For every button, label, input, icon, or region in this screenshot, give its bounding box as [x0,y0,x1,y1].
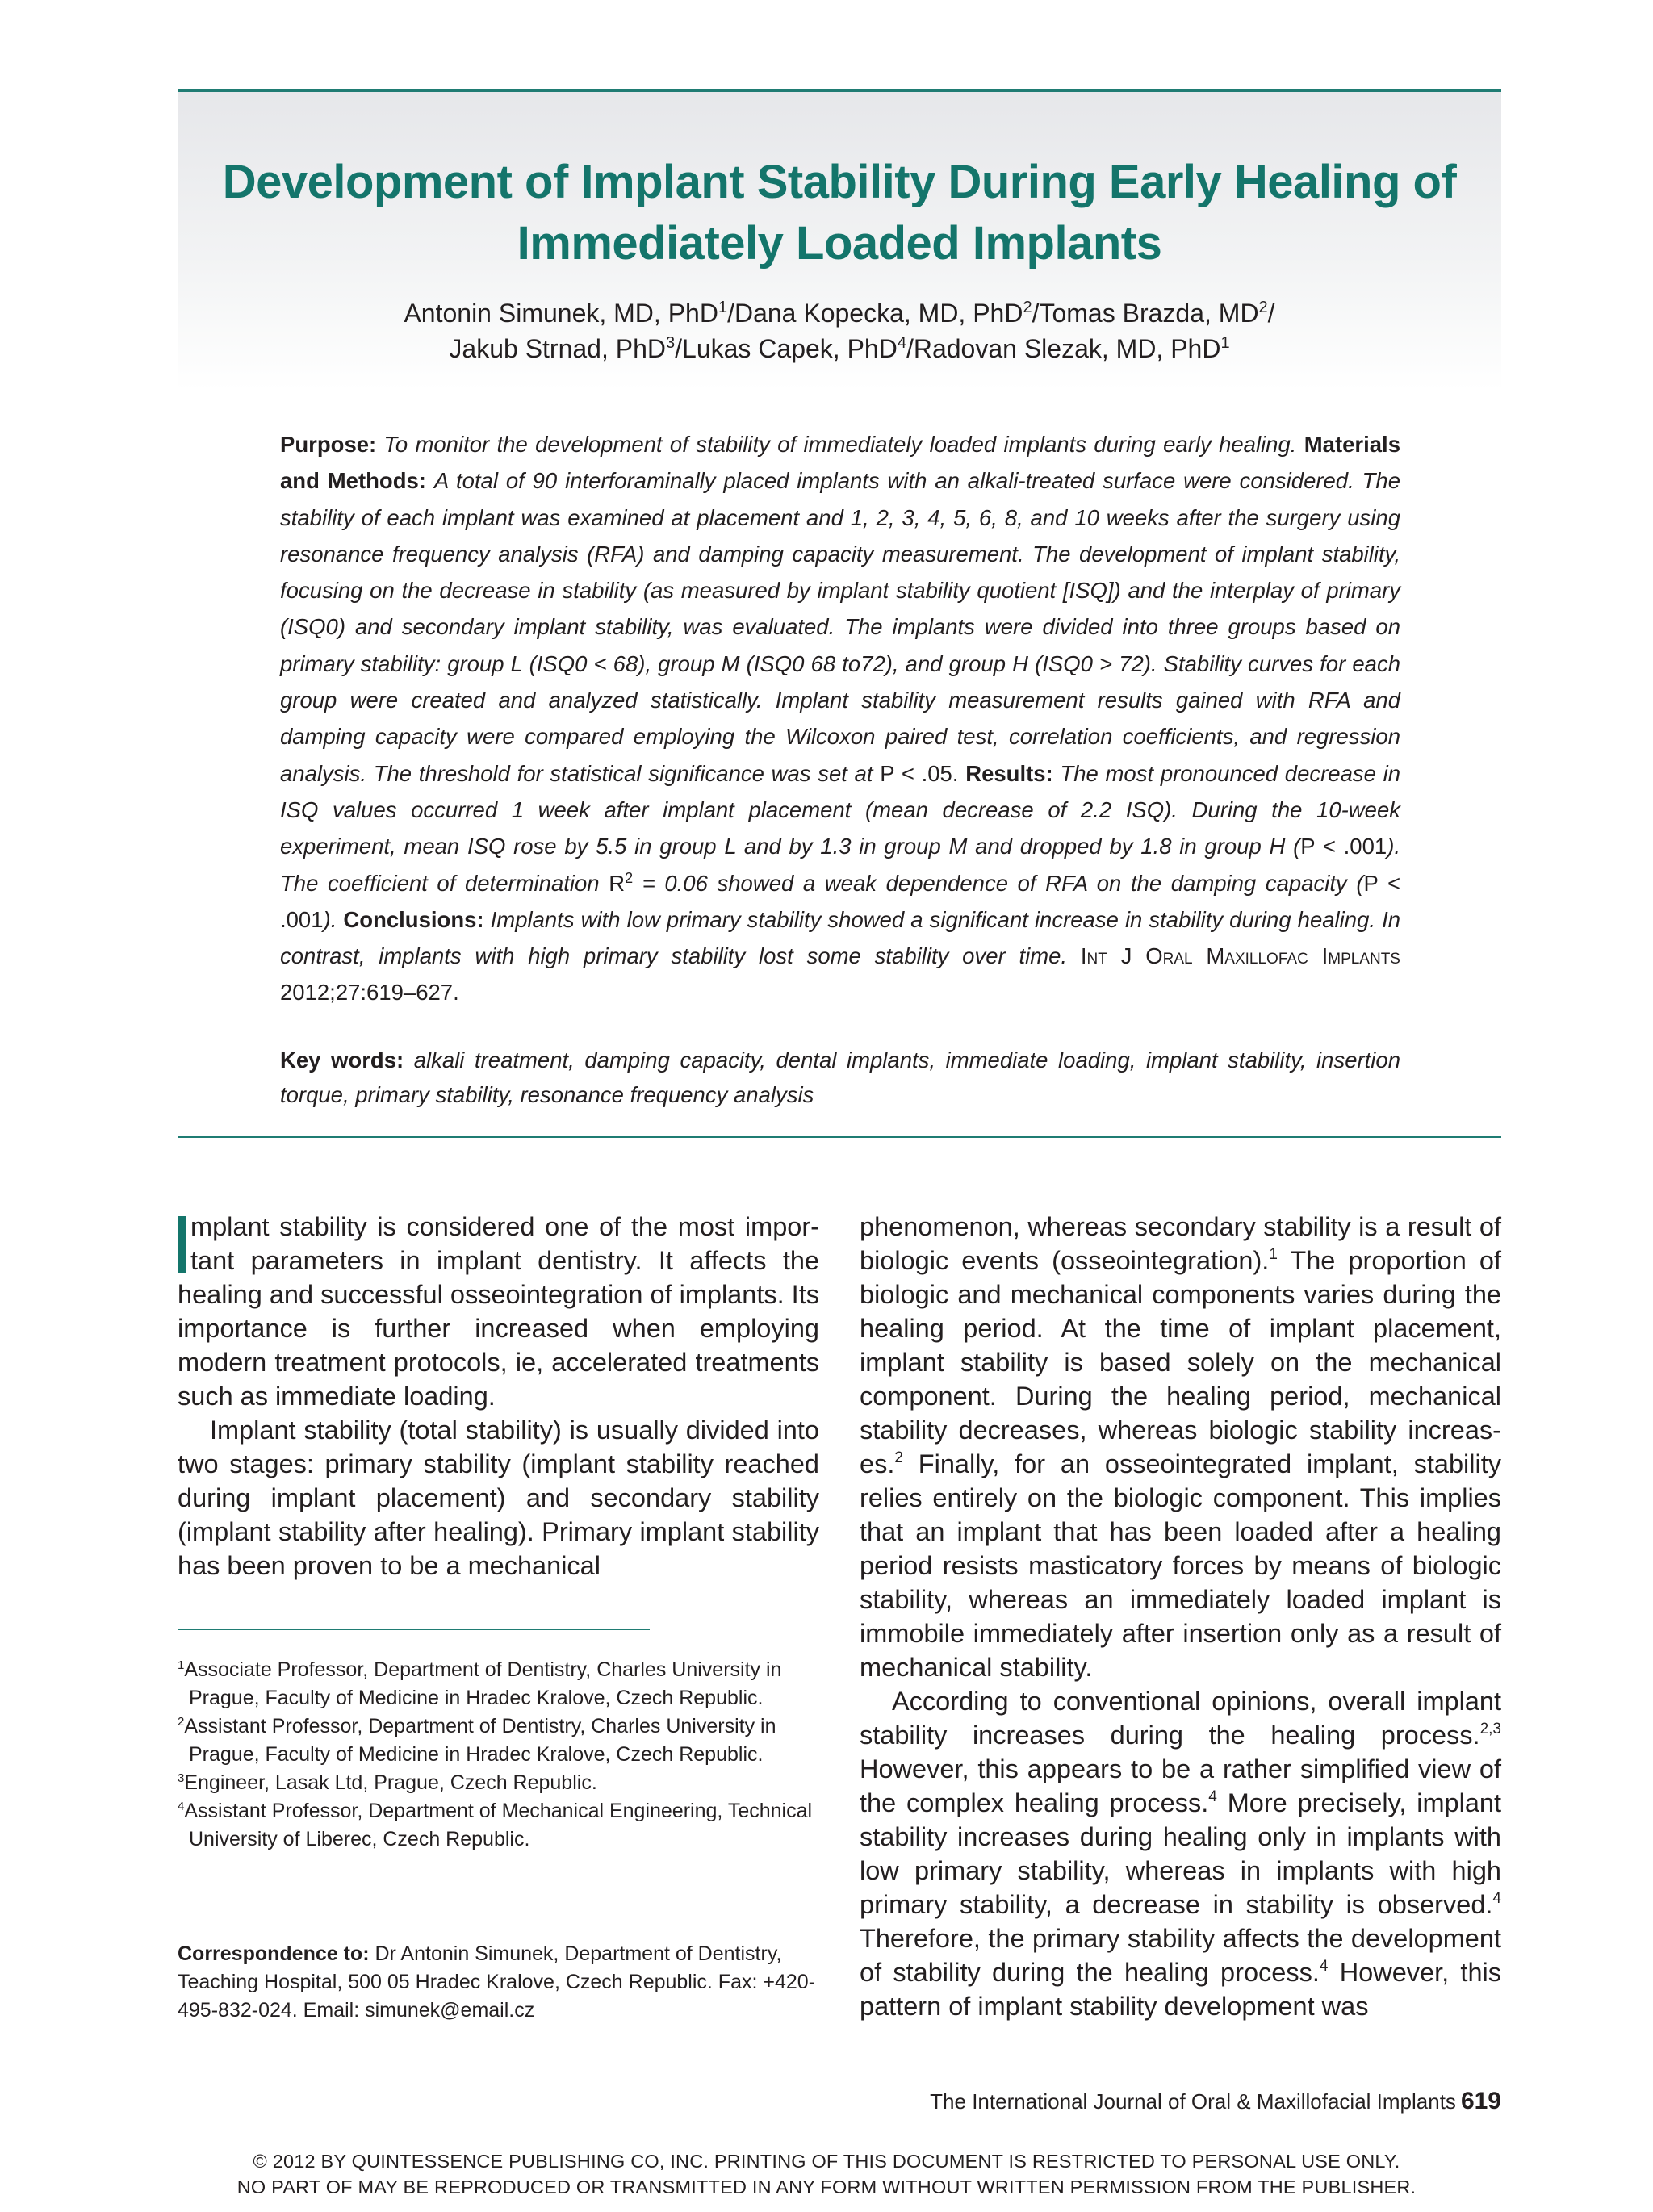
author-affiliation-marker: 1 [718,299,728,316]
body-paragraph [178,1210,819,1413]
footnote-divider [178,1629,650,1630]
abstract-purpose-text: To monitor the development of stability of immediately loaded implants during early healing. [383,432,1297,457]
body-paragraph-text: mplant stability is considered one of the most important parameters in implant dentistry. It affects the healing and successful osseointegration of implants. Its importance is further increased when employing modern treatment protocols, ie, accelerated treatments such as immediate loading. [178,1212,819,1411]
body-paragraph-text: Therefore, the primary stability affects the development of stability during the healing process. [860,1924,1501,1987]
abstract-citation-journal: Int J Oral Maxillofac Implants [1080,943,1400,969]
citation-marker: 4 [1492,1890,1501,1907]
abstract [280,426,1400,1011]
footnote-text: Assistant Professor, Department of Mechanical Engineering, Technical University of Liberec, Czech Republic. [184,1800,813,1850]
body-paragraph-text: However, this pattern of implant stability development was [860,1958,1501,2021]
copyright-line: © 2012 BY QUINTESSENCE PUBLISHING CO, INC. PRINTING OF THIS DOCUMENT IS RESTRICTED TO PERSONAL USE ONLY. [253,2151,1400,2172]
citation-marker: 4 [1208,1788,1217,1805]
citation-marker: 2 [894,1449,903,1466]
author-list [178,295,1501,366]
body-paragraph [860,1210,1501,1684]
author-affiliation-marker: 2 [1023,299,1032,316]
footnote-number: 4 [178,1800,185,1813]
body-paragraph [860,1684,1501,2023]
author-separator: / [906,334,914,363]
body-column-right [860,1210,1501,2023]
abstract-methods-text: A total of 90 interforaminally placed implants with an alkali-treated surface were considered. The stability of each implant was examined at placement and 1, 2, 3, 4, 5, 6, 8, and 10 weeks after the surgery using resonance frequency analysis (RFA) and damping capacity measurement. The development of implant stability, focusing on the decrease in stability (as measured by implant stability quotient [ISQ]) and the interplay of primary (ISQ0) and secondary implant stability, was evaluated. The implants were divided into three groups based on primary stability: group L (ISQ0 < 68), group M (ISQ0 68 to72), and group H (ISQ0 > 72). Stability curves for each group were created and analyzed statistically. Implant stability measurement results gained with RFA and damping capacity were compared employing the Wilcoxon paired test, correlation coefficients, and regression analysis. The threshold for statistical significance was set at [280,468,1400,786]
copyright-line: NO PART OF MAY BE REPRODUCED OR TRANSMITTED IN ANY FORM WITHOUT WRITTEN PERMISSION FROM THE PUBLISHER. [236,2176,1417,2197]
abstract-conclusions-text: Implants with low primary stability showed a significant increase in stability during healing. In contrast, implants with high primary stability lost some stability over time. [280,906,1400,969]
abstract-conclusions-label: Conclusions: [343,906,484,932]
author-separator: / [727,299,734,328]
abstract-purpose-label: Purpose: [280,432,377,457]
keywords-label: Key words: [280,1047,404,1073]
abstract-results-text: The most pronounced decrease in ISQ values occurred 1 week after implant placement (mean decrease of 2.2 ISQ). During the 10-week experiment, mean ISQ rose by 5.5 in group L and by 1.3 in group M and dropped by 1.8 in group H ( [280,760,1401,859]
footnotes [178,1656,815,1854]
abstract-citation-reference: 2012;27:619–627. [280,980,459,1006]
author-name: Tomas Brazda, MD [1039,299,1259,328]
body-paragraph-text: However, this appears to be a rather simplified view of the complex healing process. [860,1754,1501,1817]
abstract-results-label: Results: [965,760,1053,786]
article-title-line-1: Development of Implant Stability During Early Healing of [222,156,1457,208]
footnote-number: 2 [178,1715,185,1729]
author-separator: / [1267,299,1275,328]
author-separator: / [1032,299,1040,328]
abstract-r-squared-exponent: 2 [625,869,634,886]
footnote [178,1712,815,1769]
author-affiliation-marker: 2 [1258,299,1268,316]
running-footer [930,2088,1501,2115]
abstract-methods-label: Materials and Methods: [280,432,1400,494]
author-name: Radovan Slezak, MD, PhD [913,334,1221,363]
author-name: Lukas Capek, PhD [682,334,898,363]
abstract-results-text: ). [323,906,337,932]
keywords-text: alkali treatment, damping capacity, dental implants, immediate loading, implant stability, insertion torque, primary stability, resonance frequency analysis [280,1047,1400,1107]
citation-marker: 2,3 [1479,1721,1501,1737]
body-paragraph-text: phenomenon, whereas secondary stability is a result of biologic events (osseointegration). [860,1212,1501,1275]
author-affiliation-marker: 3 [666,334,676,352]
author-affiliation-marker: 4 [897,334,906,352]
author-separator: / [675,334,683,363]
section-divider [178,1136,1501,1138]
citation-marker: 1 [1269,1246,1278,1263]
correspondence-text: Dr Antonin Simunek, Department of Dentistry, Teaching Hospital, 500 05 Hradec Kralove, Czech Republic. Fax: +420-495-832-024. Email: simunek@email.cz [178,1942,816,2022]
journal-name: The International Journal of Oral & Maxillofacial Implants [930,2089,1456,2114]
footnote-number: 3 [178,1771,185,1785]
footnote [178,1656,815,1712]
footnote [178,1797,815,1854]
correspondence [178,1940,815,2025]
correspondence-label: Correspondence to: [178,1942,370,1965]
abstract-results-p-value: P < .001 [280,870,1400,932]
article-title [178,152,1501,274]
body-paragraph-text: The proportion of biologic and mechanical components varies during the healing period. At the time of implant placement, implant stability is based solely on the mechanical component. During the healing period, mechanical stability decreases, whereas biologic stability increases. [860,1246,1501,1478]
abstract-results-p-value: P < .001 [1300,834,1387,859]
copyright-notice [0,2148,1653,2200]
footnote [178,1769,815,1797]
author-name: Dana Kopecka, MD, PhD [734,299,1023,328]
footnote-text: Assistant Professor, Department of Dentistry, Charles University in Prague, Faculty of Medicine in Hradec Kralove, Czech Republic. [184,1715,776,1766]
footnote-text: Engineer, Lasak Ltd, Prague, Czech Republic. [184,1771,597,1794]
abstract-results-text: ). The coefficient of determination [280,834,1400,896]
citation-marker: 4 [1319,1958,1329,1975]
abstract-results-text: = 0.06 showed a weak dependence of RFA on the damping capacity ( [642,870,1364,896]
article-title-line-2: Immediately Loaded Implants [517,217,1162,270]
body-paragraph-text: More precisely, implant stability increases during healing only in implants with low primary stability, whereas in implants with high primary stability, a decrease in stability is observed. [860,1788,1501,1919]
author-name: Jakub Strnad, PhD [449,334,666,363]
body-column-left [178,1210,819,1583]
drop-cap-bar [178,1216,186,1273]
author-affiliation-marker: 1 [1220,334,1230,352]
page-number: 619 [1460,2088,1501,2114]
abstract-r-squared: R [609,870,626,896]
author-name: Antonin Simunek, MD, PhD [404,299,718,328]
footnote-text: Associate Professor, Department of Dentistry, Charles University in Prague, Faculty of Medicine in Hradec Kralove, Czech Republic. [184,1658,782,1709]
footnote-number: 1 [178,1658,185,1672]
body-paragraph-text: According to conventional opinions, overall implant stability increases during the healing process. [860,1687,1501,1750]
abstract-methods-p-value: P < .05. [880,760,959,786]
keywords [280,1043,1400,1112]
body-paragraph-text: Finally, for an osseointegrated implant, stability relies entirely on the biologic component. This implies that an implant that has been loaded after a healing period resists masticatory forces by means of biologic stability, whereas an immediately loaded implant is immobile immediately after insertion only as a result of mechanical stability. [860,1449,1501,1682]
body-paragraph: Implant stability (total stability) is usually divided into two stages: primary stability (implant stability reached during implant placement) and secondary stability (implant stability after healing). Primary implant stability has been proven to be a mechanical [178,1415,819,1580]
